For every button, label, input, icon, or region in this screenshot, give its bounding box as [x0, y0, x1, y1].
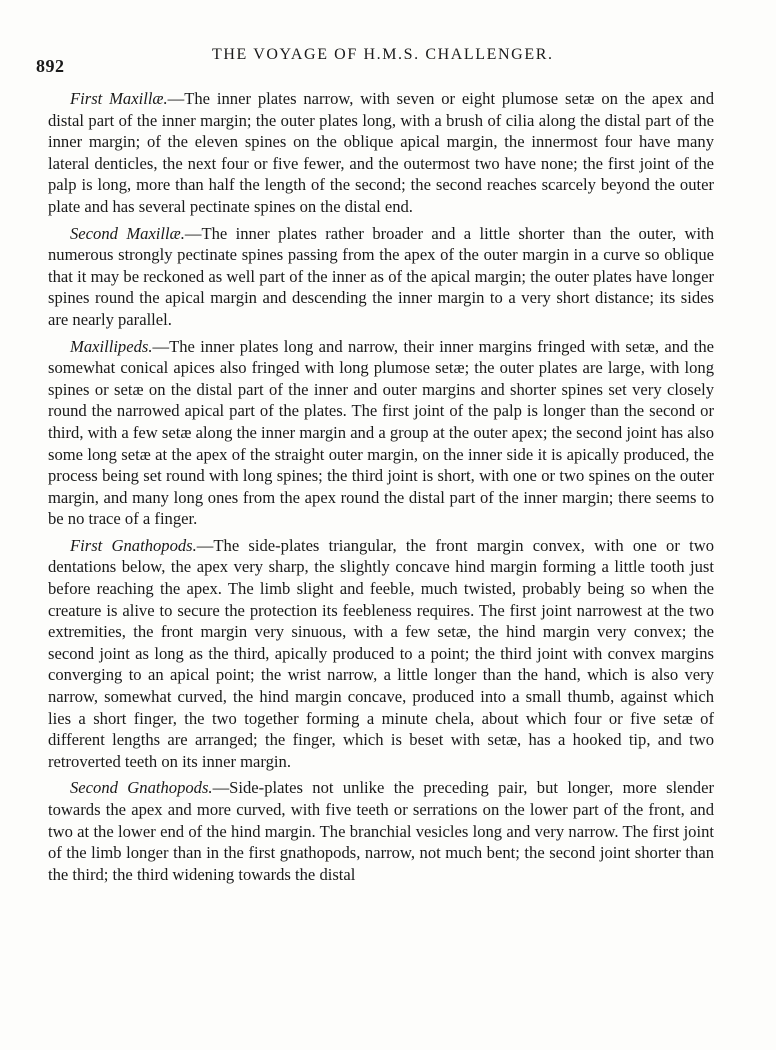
- page-number: 892: [36, 56, 65, 76]
- paragraph-text: —The inner plates narrow, with seven or eight plumose setæ on the apex and distal part of the inner margin; the outer plates long, with a brush of cilia along the distal part of the inner margin; of the eleven spines on the oblique apical margin, the innermost four have many lateral denticles, the next four or five fewer, and the outermost two have none; the first joint of the palp is long, more than half the length of the second; the second reaches scarcely beyond the outer plate and has several pectinate spines on the distal end.: [48, 89, 715, 216]
- paragraph-text: —The side-plates triangular, the front margin convex, with one or two dentations below, the apex very sharp, the slightly concave hind margin forming a little tooth just before reaching the apex. The limb slight and feeble, much twisted, probably being so when the creature is alive to secure the protection its feebleness requires. The first joint narrowest at the two extremities, the front margin very sinuous, with a few setæ, the hind margin very convex; the second joint as long as the third, apically produced to a point; the third joint with convex margins converging to an apical point; the wrist narrow, a little longer than the hand, which is also very narrow, somewhat curved, the hind margin concave, produced into a small thumb, against which lies a short finger, the two together forming a minute chela, about which four or five setæ of different lengths are arranged; the finger, which is beset with setæ, has a hooked tip, and two retroverted teeth on its inner margin.: [48, 535, 714, 771]
- paragraph-text: —The inner plates rather broader and a little shorter than the outer, with numerous strongly pectinate spines passing from the apex of the outer margin in a curve so oblique that it may be reckoned as well part of the inner as of the apical margin; the outer plates have longer spines round the apical margin and descending the inner margin to a very short distance; its sides are nearly parallel.: [48, 223, 714, 329]
- paragraph-second-gnathopods: [48, 777, 714, 885]
- paragraph-maxillipeds: [48, 336, 714, 530]
- paragraph-heading: First Gnathopods.: [70, 535, 197, 555]
- running-title: THE VOYAGE OF H.M.S. CHALLENGER.: [212, 46, 554, 63]
- paragraph-heading: First Maxillæ.: [70, 89, 168, 108]
- paragraph-text: —Side-plates not unlike the preceding pair, but longer, more slender towards the apex and more curved, with five teeth or serrations on the lower part of the front, and two at the lower end of the hind margin. The branchial vesicles long and very narrow. The first joint of the limb longer than in the first gnathopods, narrow, not much bent; the second joint shorter than the third; the third widening towards the distal: [48, 778, 714, 884]
- page-header: [36, 44, 736, 74]
- paragraph-heading: Second Maxillæ.: [70, 223, 185, 243]
- paragraph-text: —The inner plates long and narrow, their inner margins fringed with setæ, and the somewhat conical apices also fringed with long plumose setæ; the outer plates are large, with long spines or setæ on the distal part of the inner and outer margins and shorter spines set very closely round the narrowed apical part of the plates. The first joint of the palp is longer than the second or third, with a few setæ along the inner margin and a group at the outer apex; the second joint has also some long setæ at the apex of the straight outer margin, on the inner side it is apically produced, the process being set round with long spines; the third joint is short, with one or two spines on the outer margin, and many long ones from the apex round the distal part of the inner margin; there seems to be no trace of a finger.: [48, 336, 714, 529]
- paragraph-first-gnathopods: [48, 535, 714, 773]
- body-text: [48, 88, 714, 890]
- paragraph-first-maxillae: [48, 88, 714, 218]
- paragraph-heading: Maxillipeds.: [70, 336, 153, 356]
- paragraph-second-maxillae: [48, 223, 714, 331]
- paragraph-heading: Second Gnathopods.: [70, 778, 213, 798]
